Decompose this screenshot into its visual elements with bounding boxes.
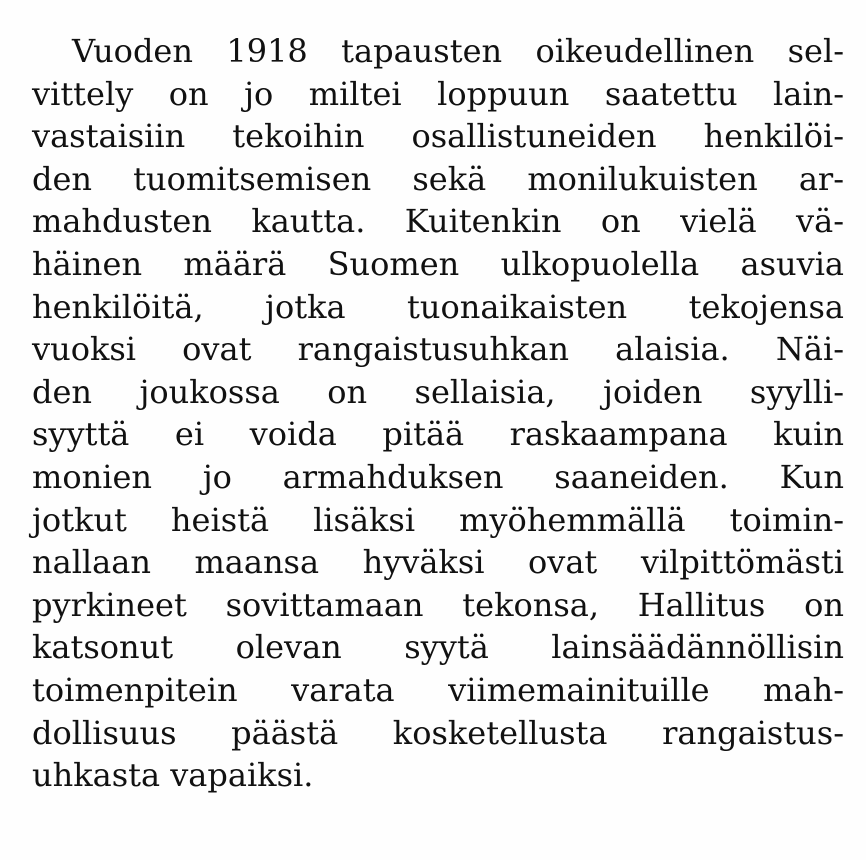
text-line: den tuomitsemisen sekä monilukuisten ar- bbox=[32, 159, 844, 198]
text-line: vastaisiin tekoihin osallistuneiden henkilöi- bbox=[32, 117, 844, 156]
text-line: dollisuus päästä kosketellusta rangaistus- bbox=[32, 713, 844, 752]
text-line: Vuoden 1918 tapausten oikeudellinen sel- bbox=[72, 32, 844, 70]
text-line: mahdusten kautta. Kuitenkin on vielä vä- bbox=[32, 202, 844, 241]
text-line: syyttä ei voida pitää raskaampana kuin bbox=[32, 415, 844, 454]
text-line: henkilöitä, jotka tuonaikaisten tekojensa bbox=[32, 287, 844, 326]
text-line: vittely on jo miltei loppuun saatettu lain- bbox=[32, 74, 844, 113]
text-line: pyrkineet sovittamaan tekonsa, Hallitus on bbox=[32, 585, 844, 624]
text-line: uhkasta vapaiksi. bbox=[32, 756, 314, 795]
text-line: vuoksi ovat rangaistusuhkan alaisia. Näi- bbox=[32, 330, 844, 369]
text-line: monien jo armahduksen saaneiden. Kun bbox=[32, 457, 844, 496]
text-line: nallaan maansa hyväksi ovat vilpittömästi bbox=[32, 543, 844, 582]
text-line: jotkut heistä lisäksi myöhemmällä toimin- bbox=[32, 500, 844, 539]
text-line: katsonut olevan syytä lainsäädännöllisin bbox=[32, 628, 844, 667]
text-line: toimenpitein varata viimemainituille mah- bbox=[32, 670, 844, 709]
text-line: den joukossa on sellaisia, joiden syylli- bbox=[32, 372, 844, 411]
paragraph bbox=[32, 30, 844, 797]
text-line: häinen määrä Suomen ulkopuolella asuvia bbox=[32, 244, 844, 283]
